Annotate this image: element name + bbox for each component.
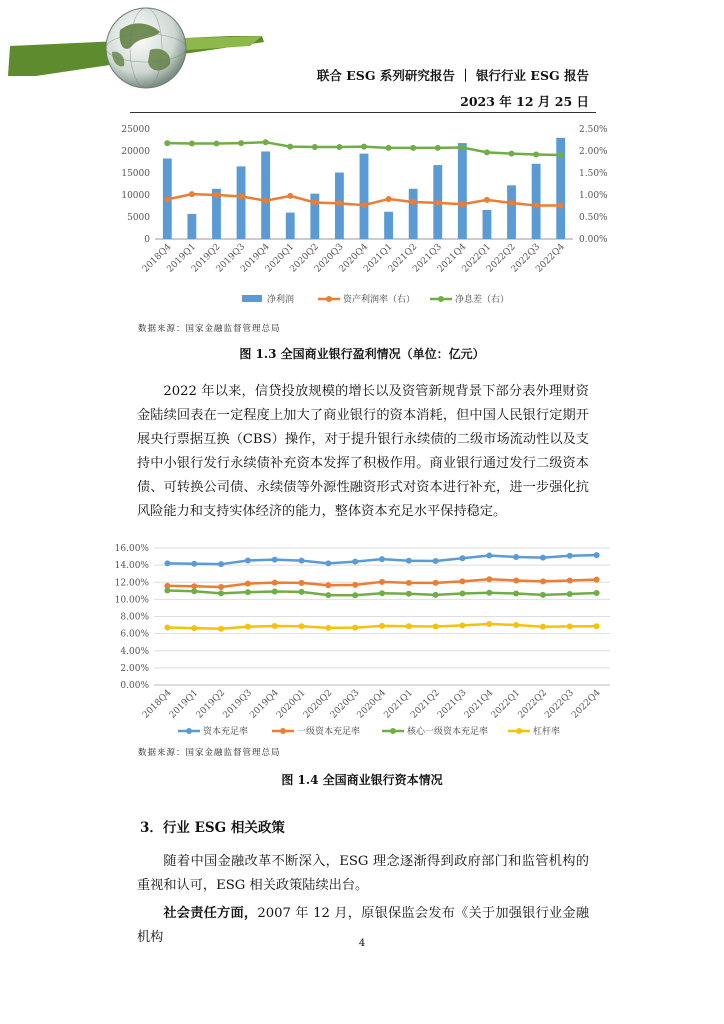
point-leverage	[594, 623, 600, 629]
x-axis-label: 2019Q4	[239, 242, 272, 275]
left-axis-tick: 10000	[121, 191, 150, 201]
x-axis-label: 2022Q2	[485, 242, 518, 275]
x-axis-label: 2022Q4	[534, 242, 567, 275]
x-axis-label: 2020Q4	[355, 688, 389, 721]
point-leverage	[352, 625, 358, 631]
legend-label: 资产利润率（右）	[343, 295, 416, 305]
paragraph-policy	[137, 850, 589, 898]
point-cet1	[594, 590, 600, 596]
point-tier1	[379, 579, 385, 585]
legend-marker	[280, 728, 286, 734]
point-car	[567, 553, 573, 559]
x-axis-label: 2019Q4	[248, 688, 281, 721]
figure2-caption: 图 1.4 全国商业银行资本情况	[281, 773, 443, 787]
x-axis-label: 2020Q2	[301, 688, 335, 721]
point-tier1	[486, 576, 492, 582]
x-axis-label: 2022Q3	[509, 242, 543, 275]
point-leverage	[433, 624, 439, 630]
x-axis-label: 2022Q3	[543, 688, 576, 721]
left-axis-tick: 15000	[121, 169, 150, 179]
point-tier1	[513, 577, 519, 583]
point-tier1	[272, 580, 278, 586]
point-car	[540, 555, 546, 561]
point-cet1	[486, 590, 492, 596]
x-axis-label: 2020Q3	[328, 688, 362, 721]
point-car	[218, 561, 224, 567]
point-tier1	[352, 582, 358, 588]
point-leverage	[325, 625, 331, 631]
point-car	[272, 557, 278, 563]
point-cet1	[352, 592, 358, 598]
right-axis-tick: 0.50%	[579, 213, 608, 223]
point-car	[352, 559, 358, 565]
y-axis-tick: 12.00%	[114, 578, 149, 589]
point-tier1	[567, 577, 573, 583]
right-axis-tick: 0.00%	[579, 235, 608, 245]
legend-label: 核心一级资本充足率	[407, 727, 489, 737]
x-axis-label: 2021Q4	[462, 688, 496, 721]
x-axis-label: 2020Q3	[312, 242, 346, 275]
x-axis-label: 2021Q2	[409, 688, 442, 721]
x-axis-label: 2019Q1	[165, 242, 199, 275]
x-axis-label: 2018Q4	[140, 688, 174, 721]
legend-marker	[390, 728, 396, 734]
y-axis-tick: 8.00%	[120, 612, 149, 623]
right-axis-tick: 2.00%	[579, 147, 608, 157]
right-axis-tick: 2.50%	[579, 125, 608, 135]
right-axis-tick: 1.50%	[579, 169, 608, 179]
left-axis-tick: 5000	[127, 213, 150, 223]
point-cet1	[218, 590, 224, 596]
point-leverage	[567, 623, 573, 629]
x-axis-label: 2021Q3	[411, 242, 444, 275]
paragraph-social-text: 2007 年 12 月，原银保监会发布《关于加强银行业金融机构	[137, 906, 590, 945]
point-tier1	[433, 580, 439, 586]
point-car	[245, 558, 251, 564]
header-date: 2023 年 12 月 25 日	[460, 94, 589, 109]
point-car	[486, 552, 492, 558]
page-number: 4	[358, 938, 366, 949]
legend-label: 净息差（右）	[455, 295, 510, 305]
point-cet1	[325, 592, 331, 598]
point-car	[191, 561, 197, 567]
point-cet1	[459, 590, 465, 596]
legend-label: 杠杆率	[533, 727, 561, 737]
point-cet1	[433, 592, 439, 598]
header-title: 联合 ESG 系列研究报告 ｜ 银行行业 ESG 报告	[316, 68, 589, 83]
point-tier1	[299, 580, 305, 586]
point-tier1	[594, 577, 600, 583]
y-axis-tick: 6.00%	[120, 629, 149, 640]
point-cet1	[191, 588, 197, 594]
y-axis-tick: 16.00%	[114, 544, 149, 554]
legend-marker	[516, 728, 522, 734]
point-car	[433, 558, 439, 564]
legend-marker	[186, 728, 192, 734]
legend-label: 净利润	[267, 295, 295, 305]
point-leverage	[164, 625, 170, 631]
paragraph-policy-text: 随着中国金融改革不断深入，ESG 理念逐渐得到政府部门和监管机构的重视和认可，ESG 相关政策陆续出台。	[137, 854, 589, 893]
point-leverage	[218, 626, 224, 632]
point-leverage	[299, 623, 305, 629]
x-axis-label: 2022Q1	[460, 242, 494, 275]
left-axis-tick: 0	[144, 235, 150, 245]
point-tier1	[459, 578, 465, 584]
point-cet1	[513, 591, 519, 597]
paragraph-capital-text: 2022 年以来，信贷投放规模的增长以及资管新规背景下部分表外理财资金陆续回表在一定程度上加大了商业银行的资本消耗，但中国人民银行定期开展央行票据互换（CBS）操作，对于提升银行永续债的二级市场流动性以及支持中小银行发行永续债补充资本发挥了积极作用。商业银行通过发行二级资本债、可转换公司债、永续债等外源性融资形式对资本进行补充，进一步强化抗风险能力和支持实体经济的能力，整体资本充足水平保持稳定。	[137, 384, 589, 519]
x-axis-label: 2019Q1	[167, 688, 201, 721]
left-axis-tick: 25000	[121, 125, 150, 135]
point-leverage	[191, 625, 197, 631]
legend-label: 资本充足率	[203, 727, 249, 737]
point-car	[325, 560, 331, 566]
x-axis-label: 2020Q4	[337, 242, 371, 275]
y-axis-tick: 14.00%	[114, 561, 149, 572]
x-axis-label: 2020Q1	[275, 688, 308, 721]
section-heading: 3．行业 ESG 相关政策	[140, 820, 285, 836]
figure1-source: 数据来源：国家金融监督管理总局	[138, 324, 281, 334]
x-axis-label: 2021Q4	[435, 242, 469, 275]
x-axis-label: 2021Q1	[362, 242, 395, 275]
point-car	[299, 558, 305, 564]
x-axis-label: 2022Q1	[489, 688, 523, 721]
y-axis-tick: 10.00%	[114, 595, 149, 606]
x-axis-label: 2020Q2	[288, 242, 321, 275]
point-cet1	[299, 589, 305, 595]
point-cet1	[164, 588, 170, 594]
x-axis-label: 2019Q2	[194, 688, 228, 721]
point-tier1	[406, 580, 412, 586]
x-axis-label: 2019Q2	[190, 242, 223, 275]
point-leverage	[379, 623, 385, 629]
x-axis-label: 2021Q2	[386, 242, 420, 275]
point-leverage	[245, 624, 251, 630]
y-axis-tick: 2.00%	[120, 663, 149, 674]
y-axis-tick: 4.00%	[120, 646, 149, 657]
point-car	[164, 560, 170, 566]
legend-label: 一级资本充足率	[297, 727, 361, 737]
point-car	[594, 552, 600, 558]
point-car	[513, 554, 519, 560]
point-leverage	[540, 624, 546, 630]
point-tier1	[245, 581, 251, 587]
x-axis-label: 2022Q2	[516, 688, 550, 721]
point-cet1	[406, 591, 412, 597]
y-axis-tick: 0.00%	[120, 681, 149, 691]
figure2-source: 数据来源：国家金融监督管理总局	[138, 748, 281, 758]
point-cet1	[540, 592, 546, 598]
x-axis-label: 2020Q1	[263, 242, 297, 275]
point-cet1	[245, 589, 251, 595]
point-car	[406, 558, 412, 564]
point-cet1	[272, 588, 278, 594]
x-axis-label: 2019Q3	[221, 688, 255, 721]
x-axis-label: 2019Q3	[214, 242, 248, 275]
point-car	[379, 556, 385, 562]
point-leverage	[486, 621, 492, 627]
x-axis-label: 2018Q4	[140, 242, 174, 275]
point-cet1	[379, 590, 385, 596]
point-leverage	[272, 623, 278, 629]
right-axis-tick: 1.00%	[579, 191, 608, 201]
point-tier1	[540, 578, 546, 584]
point-cet1	[567, 591, 573, 597]
point-leverage	[513, 622, 519, 628]
paragraph-social-lead: 社会责任方面，	[163, 906, 258, 921]
point-tier1	[218, 584, 224, 590]
point-leverage	[459, 622, 465, 628]
point-tier1	[325, 582, 331, 588]
point-car	[459, 555, 465, 561]
x-axis-label: 2022Q4	[570, 688, 603, 721]
x-axis-label: 2021Q3	[436, 688, 469, 721]
left-axis-tick: 20000	[121, 147, 150, 157]
x-axis-label: 2021Q1	[382, 688, 415, 721]
figure1-caption: 图 1.3 全国商业银行盈利情况（单位：亿元）	[239, 347, 485, 361]
point-leverage	[406, 623, 412, 629]
